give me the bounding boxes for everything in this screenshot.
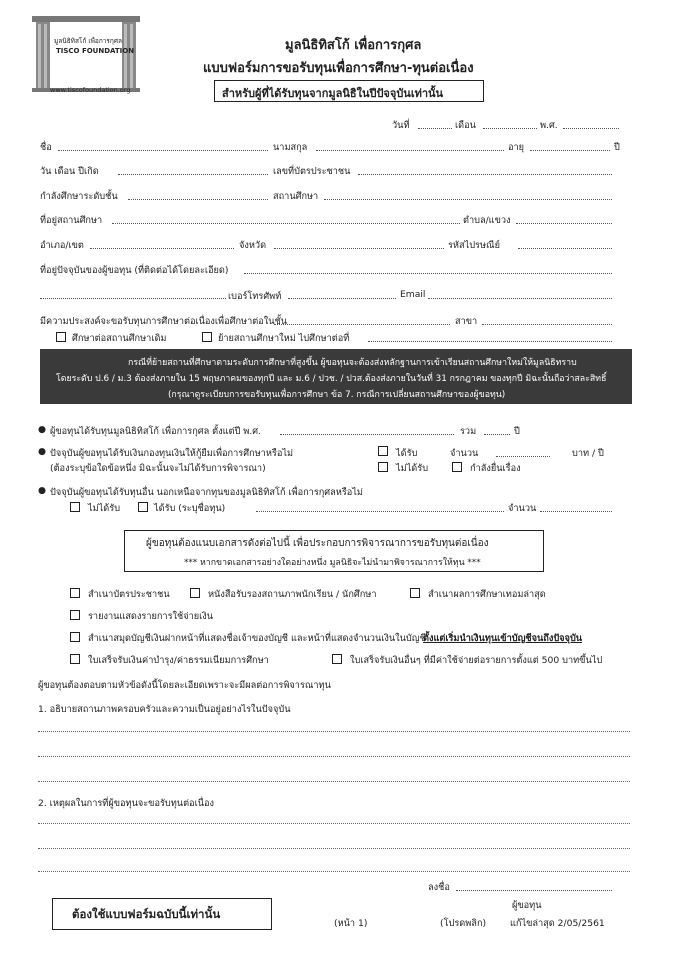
doc-grades-checkbox[interactable] (410, 588, 420, 598)
doc-id-copy-checkbox[interactable] (70, 588, 80, 598)
phone-label: เบอร์โทรศัพท์ (228, 291, 282, 302)
page-title: มูลนิธิทิสโก้ เพื่อการกุศล (285, 38, 422, 53)
reason-answer-line-2[interactable] (38, 848, 630, 849)
same-school-label: ศึกษาต่อสถานศึกษาเดิม (72, 333, 167, 344)
email-label: Email (400, 289, 426, 300)
loan-pending-label: กำลังยื่นเรื่อง (470, 463, 521, 474)
reason-answer-line-3[interactable] (38, 871, 630, 872)
loan-baht-label: บาท / ปี (572, 448, 604, 459)
dob-label: วัน เดือน ปีเกิด (40, 166, 99, 177)
notice-line-1: กรณีที่ย้ายสถานที่ศึกษาตามระดับการศึกษาที่สูงขึ้น ผู้ขอทุนจะต้องส่งหลักฐานการเข้าเรียนสถานศึกษาใหม่ให้มูลนิธิทราบ (128, 358, 577, 368)
q1-label: ผู้ขอทุนได้รับทุนมูลนิธิทิสโก้ เพื่อการกุศล ตั้งแต่ปี พ.ศ. (50, 426, 262, 437)
logo-url: www.tiscofoundation.org (50, 86, 131, 94)
documents-line-2: *** หากขาดเอกสารอย่างใดอย่างหนึ่ง มูลนิธิจะไม่นำมาพิจารณาการให้ทุน *** (184, 558, 481, 568)
branch-label: สาขา (455, 316, 478, 327)
notice-line-2: โดยระดับ ป.6 / ม.3 ต้องส่งภายใน 15 พฤษภาคมของทุกปี และ ม.6 / ปวช. / ปวส.ต้องส่งภายในวันที่ 31 กรกฎาคม ของทุกปี มิฉะนั้นถือว่าสละสิทธิ์ (56, 374, 607, 384)
other-amount-label: จำนวน (508, 503, 537, 514)
doc-cert-label: หนังสือรับรองสถานภาพนักเรียน / นักศึกษา (208, 589, 377, 600)
q1-total-field[interactable] (484, 434, 510, 435)
level-label: กำลังศึกษาระดับชั้น (40, 191, 118, 202)
current-address-field[interactable] (244, 273, 612, 274)
doc-fee-label: ใบเสร็จรับเงินค่าบำรุง/ค่าธรรมเนียมการศึกษา (88, 655, 269, 666)
year-label: พ.ศ. (540, 120, 558, 131)
loan-amount-label: จำนวน (450, 448, 479, 459)
q1-year-field[interactable] (280, 434, 454, 435)
email-field[interactable] (428, 298, 612, 299)
documents-line-1: ผู้ขอทุนต้องแนบเอกสารดังต่อไปนี้ เพื่อประกอบการพิจารณาการขอรับทุนต่อเนื่อง (146, 538, 489, 549)
loan-not-received-label: ไม่ได้รับ (396, 463, 429, 474)
postal-label: รหัสไปรษณีย์ (448, 240, 500, 251)
age-label: อายุ (508, 142, 525, 153)
loan-not-received-checkbox[interactable] (378, 462, 388, 472)
loan-pending-checkbox[interactable] (452, 462, 462, 472)
doc-bank-label-b: ตั้งแต่เริ่มนำเงินทุนเข้าบัญชีจนถึงปัจจุบัน (423, 633, 583, 644)
day-field[interactable] (418, 128, 452, 129)
bullet-1: ● (38, 424, 47, 435)
q2-label: ปัจจุบันผู้ขอทุนได้รับเงินกองทุนเงินให้กู้ยืมเพื่อการศึกษาหรือไม่ (50, 448, 294, 459)
family-answer-line-3[interactable] (38, 781, 630, 782)
q1-years-label: ปี (514, 426, 520, 437)
doc-expense-checkbox[interactable] (70, 610, 80, 620)
other-yes-label: ได้รับ (ระบุชื่อทุน) (154, 503, 226, 514)
answer-instruction: ผู้ขอทุนต้องตอบตามหัวข้อดังนี้โดยละเอียดเพราะจะมีผลต่อการพิจารณาทุน (38, 680, 331, 691)
loan-amount-field[interactable] (496, 456, 550, 457)
new-school-field[interactable] (368, 341, 612, 342)
day-label: วันที่ (392, 120, 410, 131)
postal-field[interactable] (518, 248, 612, 249)
other-yes-checkbox[interactable] (138, 502, 148, 512)
loan-received-label: ได้รับ (396, 448, 418, 459)
logo-eng: TISCO FOUNDATION (56, 47, 135, 55)
form-only-note: ต้องใช้แบบฟอร์มฉบับนี้เท่านั้น (72, 907, 221, 921)
eligibility-note: สำหรับผู้ที่ได้รับทุนจากมูลนิธิในปีปัจจุบันเท่านั้น (222, 87, 444, 100)
school-address-label: ที่อยู่สถานศึกษา (40, 215, 103, 226)
doc-id-copy-label: สำเนาบัตรประชาชน (88, 589, 170, 600)
subdistrict-label: ตำบล/แขวง (463, 215, 511, 226)
subdistrict-field[interactable] (516, 223, 612, 224)
id-card-field[interactable] (358, 174, 612, 175)
doc-bank-label-a: สำเนาสมุดบัญชีเงินฝากหน้าที่แสดงชื่อเจ้าของบัญชี และหน้าที่แสดงจำนวนเงินในบัญชี (88, 633, 426, 644)
form-subtitle: แบบฟอร์มการขอรับทุนเพื่อการศึกษา-ทุนต่อเนื่อง (203, 61, 474, 76)
page-number: (หน้า 1) (334, 918, 368, 929)
name-label: ชื่อ (40, 142, 52, 153)
q1-total-label: รวม (460, 426, 477, 437)
other-no-checkbox[interactable] (70, 502, 80, 512)
doc-other-label: ใบเสร็จรับเงินอื่นๆ ที่มีค่าใช้จ่ายต่อรายการตั้งแต่ 500 บาทขึ้นไป (350, 655, 603, 666)
turn-over-note: (โปรดพลิก) (440, 918, 487, 929)
month-field[interactable] (483, 128, 537, 129)
district-field[interactable] (90, 248, 234, 249)
loan-received-checkbox[interactable] (378, 446, 388, 456)
branch-field[interactable] (482, 324, 612, 325)
logo-pillars-icon (30, 14, 142, 96)
province-label: จังหวัด (239, 240, 267, 251)
doc-other-checkbox[interactable] (332, 654, 342, 664)
doc-expense-label: รายงานแสดงรายการใช้จ่ายเงิน (88, 611, 214, 622)
other-no-label: ไม่ได้รับ (88, 503, 121, 514)
school-address-field[interactable] (112, 223, 460, 224)
intent-label: มีความประสงค์จะขอรับทุนการศึกษาต่อเนื่องเพื่อศึกษาต่อในชั้น (40, 316, 288, 327)
name-field[interactable] (58, 150, 268, 151)
new-school-label: ย้ายสถานศึกษาใหม่ ไปศึกษาต่อที่ (218, 333, 350, 344)
signature-label: ลงชื่อ (428, 882, 450, 893)
same-school-checkbox[interactable] (56, 332, 66, 342)
id-card-label: เลขที่บัตรประชาชน (273, 166, 351, 177)
reason-answer-line-1[interactable] (38, 823, 630, 824)
phone-field[interactable] (288, 298, 396, 299)
reason-question: 2. เหตุผลในการที่ผู้ขอทุนจะขอรับทุนต่อเนื่อง (38, 798, 214, 809)
revision-date: แก้ไขล่าสุด 2/05/2561 (510, 918, 605, 929)
family-question: 1. อธิบายสถานภาพครอบครัวและความเป็นอยู่อย่างไรในปัจจุบัน (38, 704, 291, 715)
other-amount-field[interactable] (540, 511, 612, 512)
signature-field[interactable] (456, 890, 612, 891)
district-label: อำเภอ/เขต (40, 240, 84, 251)
dob-field[interactable] (118, 174, 268, 175)
bullet-3: ● (38, 485, 47, 496)
age-years-label: ปี (614, 142, 620, 153)
notice-line-3: (กรุณาดูระเบียบการขอรับทุนเพื่อการศึกษา ข้อ 7. กรณีการเปลี่ยนสถานศึกษาของผู้ขอทุน) (168, 390, 506, 400)
province-field[interactable] (274, 248, 444, 249)
year-field[interactable] (563, 128, 619, 129)
current-address-label: ที่อยู่ปัจจุบันของผู้ขอทุน (ที่ติดต่อได้โดยละเอียด) (40, 265, 229, 276)
family-answer-line-1[interactable] (38, 731, 630, 732)
doc-grades-label: สำเนาผลการศึกษาเทอมล่าสุด (428, 589, 546, 600)
doc-cert-checkbox[interactable] (190, 588, 200, 598)
q3-label: ปัจจุบันผู้ขอทุนได้รับทุนอื่น นอกเหนือจากทุนของมูลนิธิทิสโก้ เพื่อการกุศลหรือไม่ (50, 487, 363, 498)
other-name-field[interactable] (256, 511, 504, 512)
logo (30, 14, 142, 96)
q2-note: (ต้องระบุข้อใดข้อหนึ่ง มิฉะนั้นจะไม่ได้รับการพิจารณา) (50, 463, 266, 474)
school-field[interactable] (324, 199, 612, 200)
level-field[interactable] (128, 199, 268, 200)
doc-fee-checkbox[interactable] (70, 654, 80, 664)
doc-bank-checkbox[interactable] (70, 632, 80, 642)
month-label: เดือน (455, 120, 476, 131)
logo-thai: มูลนิธิทิสโก้ เพื่อการกุศล (54, 37, 122, 45)
surname-label: นามสกุล (273, 142, 308, 153)
applicant-label: ผู้ขอทุน (512, 900, 542, 911)
intent-field[interactable] (274, 324, 450, 325)
age-field[interactable] (530, 150, 610, 151)
school-label: สถานศึกษา (273, 191, 319, 202)
bullet-2: ● (38, 446, 47, 457)
family-answer-line-2[interactable] (38, 756, 630, 757)
surname-field[interactable] (316, 150, 504, 151)
new-school-checkbox[interactable] (202, 332, 212, 342)
current-address-field-2[interactable] (40, 298, 226, 299)
